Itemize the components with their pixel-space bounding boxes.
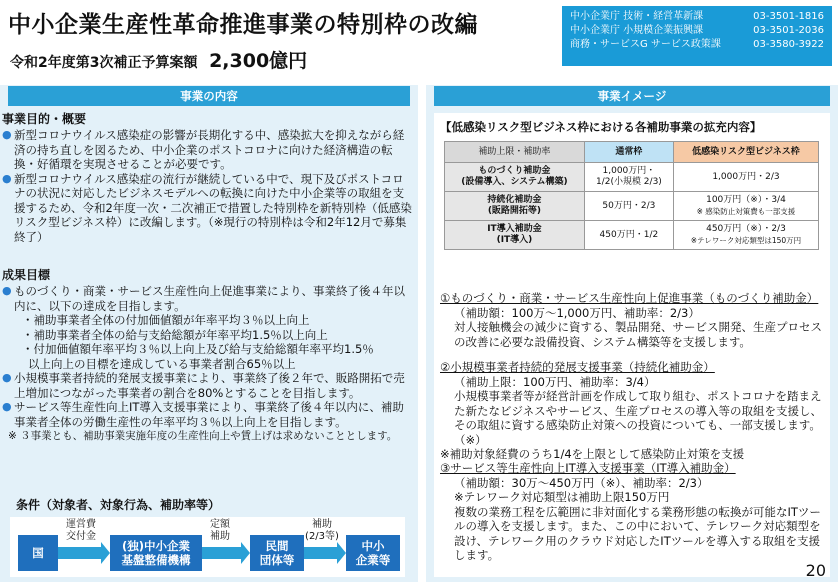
table-cell: 50万円・2/3 <box>584 192 673 221</box>
contact-row <box>570 24 824 38</box>
item-line: 対人接触機会の減少に資する、製品開発、サービス開発、生産プロセスの改善に必要な設備投資、システム構築等を支援します。 <box>454 320 822 349</box>
budget-amount: 2,300億円 <box>209 50 308 72</box>
table-row <box>445 163 819 192</box>
table-row-head: ものづくり補助金 (設備導入、システム構築) <box>445 163 585 192</box>
page-title: 中小企業生産性革命推進事業の特別枠の改編 <box>8 12 478 38</box>
contact-tel: 03-3580-3922 <box>753 39 824 50</box>
table-header-row <box>445 142 819 163</box>
purpose-bullet: ● 新型コロナウイルス感染症の影響が長期化する中、感染拡大を抑えながら経済の持ち直しを図るため、中小企業のポストコロナに向けた経済構造の転換・好循環を実現させることが必要です。 <box>0 128 412 172</box>
flow-arrow-label: 定額 補助 <box>210 519 230 542</box>
flow-arrow <box>304 547 338 559</box>
contact-tel: 03-3501-1816 <box>753 11 824 22</box>
budget-label: 令和2年度第3次補正予算案額 <box>10 55 198 71</box>
table-row <box>445 221 819 250</box>
contact-box <box>562 6 832 66</box>
item-heading: ③サービス等生産性向上IT導入支援事業（IT導入補助金） <box>440 461 736 475</box>
flow-arrow-label: 補助 (2/3等) <box>305 519 339 542</box>
item-line: 複数の業務工程を広範囲に非対面化する業務形態の転換が可能なITツールの導入を支援します。また、この中において、テレワーク対応類型を設け、テレワーク用のクラウド対応したITツールを導入する取組を支援します。 <box>454 504 821 562</box>
goal-bullet: ● サービス等生産性向上IT導入支援事業により、事業終了後４年以内に、補助事業者全体の労働生産性の年率平均３％以上向上を目指します。 <box>0 400 412 429</box>
flow-box-smrj: (独)中小企業 基盤整備機構 <box>110 535 202 571</box>
goal-sub: ・付加価値額年率平均３％以上向上及び給与支給総額年率平均1.5％ <box>22 342 374 356</box>
table-cell-value: 1,000万円・2/3 <box>712 171 780 182</box>
contact-dept: 商務・サービスG サービス政策課 <box>570 39 721 50</box>
goal-sub: ・補助事業者全体の付加価値額が年率平均３％以上向上 <box>22 313 310 327</box>
goal-note: ※ ３事業とも、補助事業実施年度の生産性向上や賃上げは求めないこととします。 <box>8 430 398 442</box>
item-line: （補助額：100万〜1,000万円、補助率：2/3） <box>454 305 700 320</box>
table-cell <box>673 163 818 192</box>
conditions-flow <box>10 517 405 577</box>
goal-sub: 以上向上の目標を達成している事業者割合65％以上 <box>28 356 296 371</box>
table-cell <box>673 221 818 250</box>
image-box-title: 【低感染リスク型ビジネス枠における各補助事業の拡充内容】 <box>440 120 762 134</box>
flow-arrow-label: 運営費 交付金 <box>66 519 96 542</box>
flow-box-country: 国 <box>18 535 58 571</box>
contact-tel: 03-3501-2036 <box>753 25 824 36</box>
contact-dept: 中小企業庁 小規模企業振興課 <box>570 25 704 36</box>
goal-sub: ・補助事業者全体の給与支給総額が年率平均1.5％以上向上 <box>22 327 328 342</box>
page-number: 20 <box>805 561 826 580</box>
image-box <box>434 113 830 577</box>
item-line: （補助額：30万〜450万円（※）、補助率：2/3） <box>454 475 709 490</box>
table-row-head: 持続化補助金 (販路開拓等) <box>445 192 585 221</box>
item-3 <box>440 461 828 563</box>
item-1 <box>440 291 828 349</box>
table-cell-value: 450万円（※）・2/3 <box>706 224 786 234</box>
item-heading: ①ものづくり・商業・サービス生産性向上促進事業（ものづくり補助金） <box>440 291 819 305</box>
goal-title: 成果目標 <box>2 268 51 282</box>
purpose-bullet: ● 新型コロナウイルス感染症の流行が継続している中で、現下及びポストコロナの状況に対応したビジネスモデルへの転換に向けた中小企業等の取組を支援するため、令和2年度一次・二次補正で措置した特別枠を新特別枠（低感染リスク型ビジネス枠）に改編します。（※現行の特別枠は令和2年12月で募集終了） <box>0 172 412 245</box>
flow-arrow <box>202 547 242 559</box>
table-row-head: IT導入補助金 (IT導入) <box>445 221 585 250</box>
right-panel-header: 事業イメージ <box>434 86 830 106</box>
item-line: （補助上限：100万円、補助率：3/4） <box>454 374 656 389</box>
flow-box-sme: 中小 企業等 <box>346 535 400 571</box>
table-row <box>445 192 819 221</box>
item-heading: ②小規模事業者持続的発展支援事業（持続化補助金） <box>440 360 715 374</box>
item-line: 小規模事業者等が経営計画を作成して取り組む、ポストコロナを踏まえた新たなビジネスやサービス、生産プロセスの導入等の取組を支援し、その取組に資する感染防止対策への投資についても、一部支援します。（※） <box>454 389 822 447</box>
table-header: 低感染リスク型ビジネス枠 <box>673 142 818 163</box>
table-header: 通常枠 <box>584 142 673 163</box>
contact-row <box>570 38 824 52</box>
goal-bullet: ● 小規模事業者持続的発展支援事業により、事業終了後２年で、販路開拓で売上増加につながった事業者の割合を80%とすることを目指します。 <box>0 371 412 400</box>
table-header: 補助上限・補助率 <box>445 142 585 163</box>
table-cell <box>673 192 818 221</box>
goal-bullet: ● ものづくり・商業・サービス生産性向上促進事業により、事業終了後４年以内に、以下の達成を目指します。 <box>0 284 412 313</box>
table-cell-note: ※ 感染防止対策費も一部支援 <box>696 207 796 216</box>
flow-box-private: 民間 団体等 <box>250 535 304 571</box>
subsidy-table <box>444 141 819 250</box>
item-2 <box>440 360 828 462</box>
contact-row <box>570 10 824 24</box>
purpose-title: 事業目的・概要 <box>2 112 87 126</box>
item-line: ※テレワーク対応類型は補助上限150万円 <box>454 490 670 504</box>
budget-line <box>10 46 307 73</box>
table-cell-value: 100万円（※）・3/4 <box>706 195 786 205</box>
left-panel-header: 事業の内容 <box>8 86 410 106</box>
contact-dept: 中小企業庁 技術・経営革新課 <box>570 11 704 22</box>
table-cell: 1,000万円・ 1/2(小規模 2/3) <box>584 163 673 192</box>
table-cell-note: ※テレワーク対応類型は150万円 <box>690 236 802 245</box>
item-line: ※補助対象経費のうち1/4を上限として感染防止対策を支援 <box>440 447 745 461</box>
conditions-title: 条件（対象者、対象行為、補助率等） <box>16 498 221 512</box>
table-cell: 450万円・1/2 <box>584 221 673 250</box>
flow-arrow <box>58 547 102 559</box>
